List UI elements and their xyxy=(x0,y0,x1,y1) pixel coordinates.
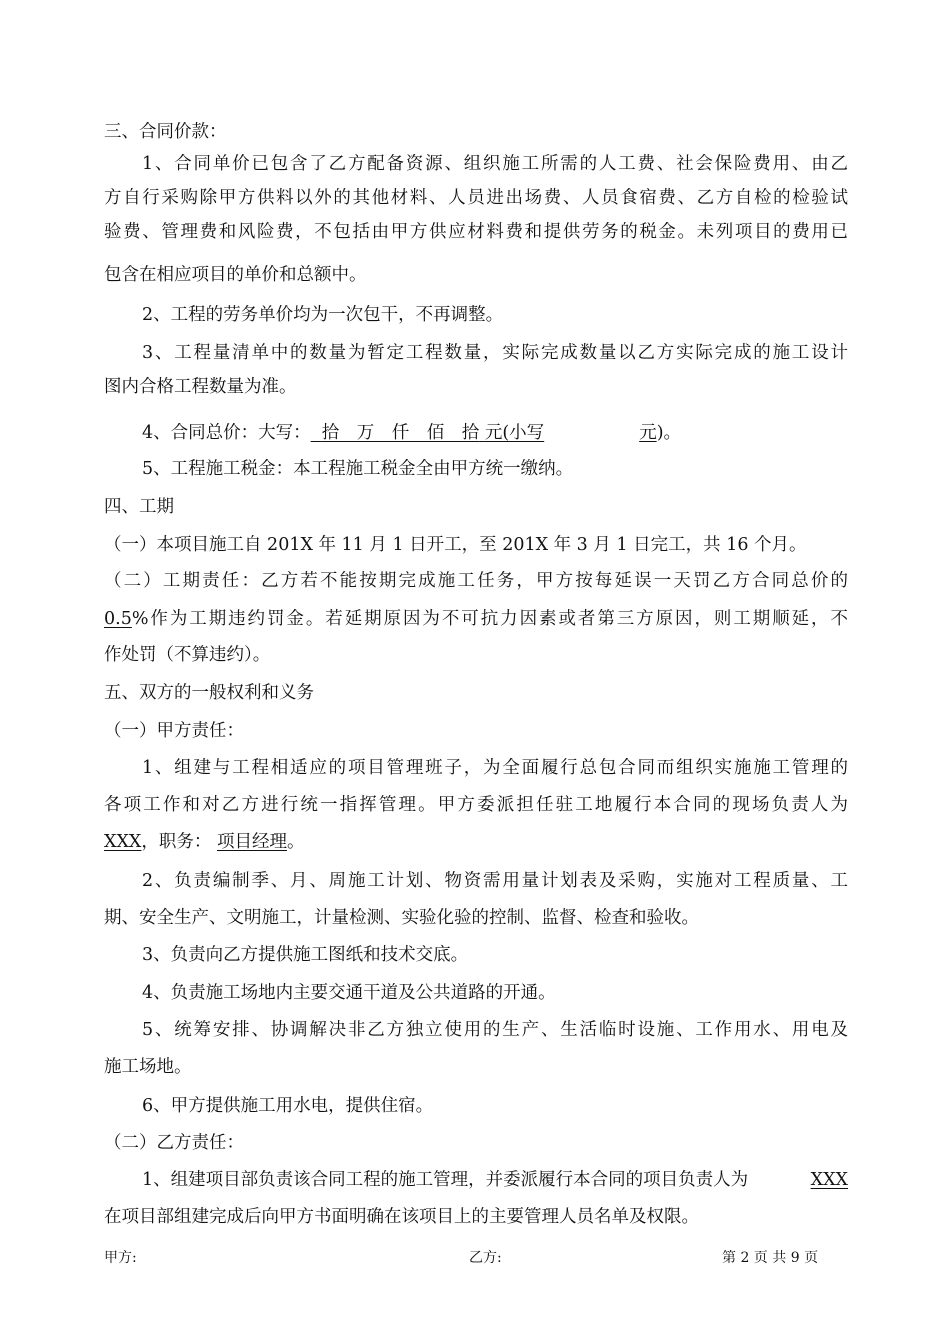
yuan-small-label: 元(小写 xyxy=(484,423,545,443)
sec3-p4-total-price xyxy=(142,421,848,445)
section-5-title: 五、双方的一般权利和义务 xyxy=(104,683,314,703)
sec5-a-p1-end: 。 xyxy=(286,832,305,852)
sec4-item2-line2-rest: %作为工期违约罚金。若延期原因为不可抗力因素或者第三方原因，则工期顺延，不 xyxy=(131,609,848,629)
sec5-b-title: （二）乙方责任： xyxy=(104,1133,244,1153)
sec5-b-p1-line1-text: 1、组建项目部负责该合同工程的施工管理，并委派履行本合同的项目负责人为 xyxy=(142,1170,749,1190)
sec5-a-title: （一）甲方责任： xyxy=(104,721,244,741)
sec4-item2-line2 xyxy=(104,607,848,631)
sec5-b-p1-line1 xyxy=(142,1168,848,1192)
yuan-label: 元 xyxy=(639,423,657,443)
footer-party-a: 甲方: xyxy=(104,1250,137,1266)
total-price-words-field xyxy=(311,423,657,443)
total-price-suffix: )。 xyxy=(656,423,682,443)
footer-party-b: 乙方: xyxy=(469,1250,502,1266)
sec5-a-p1-line2: 各项工作和对乙方进行统一指挥管理。甲方委派担任驻工地履行本合同的现场负责人为 xyxy=(104,795,848,815)
sec3-p5: 5、工程施工税金：本工程施工税金全由甲方统一缴纳。 xyxy=(142,459,574,479)
sec5-a-p2-line2: 期、安全生产、文明施工，计量检测、实验化验的控制、监督、检查和验收。 xyxy=(104,908,699,928)
project-leader-name: XXX xyxy=(810,1170,848,1190)
sec3-p1-line2: 方自行采购除甲方供料以外的其他材料、人员进出场费、人员食宿费、乙方自检的检验试 xyxy=(104,188,848,208)
sec4-item2-line1: （二）工期责任：乙方若不能按期完成施工任务，甲方按每延误一天罚乙方合同总价的 xyxy=(104,571,848,591)
site-manager-name: XXX xyxy=(104,832,142,852)
position-label: ，职务： xyxy=(141,832,212,852)
sec3-p1-line3: 验费、管理费和风险费，不包括由甲方供应材料费和提供劳务的税金。未列项目的费用已 xyxy=(104,222,848,242)
sec3-p2: 2、工程的劳务单价均为一次包干，不再调整。 xyxy=(142,305,504,325)
sec5-a-p3: 3、负责向乙方提供施工图纸和技术交底。 xyxy=(142,945,469,965)
total-price-prefix: 4、合同总价：大写： xyxy=(142,423,311,443)
total-price-words: 拾 万 仟 佰 拾 xyxy=(321,423,480,443)
sec3-p1-line4: 包含在相应项目的单价和总额中。 xyxy=(104,265,367,285)
sec5-a-p5-line2: 施工场地。 xyxy=(104,1057,192,1077)
sec3-p3-line2: 图内合格工程数量为准。 xyxy=(104,377,297,397)
site-manager-position: 项目经理 xyxy=(216,832,287,852)
section-4-title: 四、工期 xyxy=(104,497,174,517)
sec4-item2-line3: 作处罚（不算违约）。 xyxy=(104,645,271,665)
sec4-item1: （一）本项目施工自 201X 年 11 月 1 日开工，至 201X 年 3 月 1 日完工，共 16 个月。 xyxy=(104,535,807,555)
sec3-p1-line1: 1、合同单价已包含了乙方配备资源、组织施工所需的人工费、社会保险费用、由乙 xyxy=(142,154,848,174)
sec5-a-p1-line1: 1、组建与工程相适应的项目管理班子，为全面履行总包合同而组织实施施工管理的 xyxy=(142,758,848,778)
sec5-a-p2-line1: 2、负责编制季、月、周施工计划、物资需用量计划表及采购，实施对工程质量、工 xyxy=(142,871,848,891)
sec5-a-p4: 4、负责施工场地内主要交通干道及公共道路的开通。 xyxy=(142,983,556,1003)
sec5-a-p5-line1: 5、统筹安排、协调解决非乙方独立使用的生产、生活临时设施、工作用水、用电及 xyxy=(142,1020,848,1040)
sec5-a-p6: 6、甲方提供施工用水电，提供住宿。 xyxy=(142,1096,434,1116)
section-3-title: 三、合同价款： xyxy=(104,122,227,142)
footer-page-number: 第 2 页 共 9 页 xyxy=(722,1250,819,1266)
sec5-a-p1-line3 xyxy=(104,830,848,854)
sec5-b-p1-line2: 在项目部组建完成后向甲方书面明确在该项目上的主要管理人员名单及权限。 xyxy=(104,1207,699,1227)
penalty-rate: 0.5 xyxy=(104,609,132,629)
sec3-p3-line1: 3、工程量清单中的数量为暂定工程数量，实际完成数量以乙方实际完成的施工设计 xyxy=(142,343,848,363)
